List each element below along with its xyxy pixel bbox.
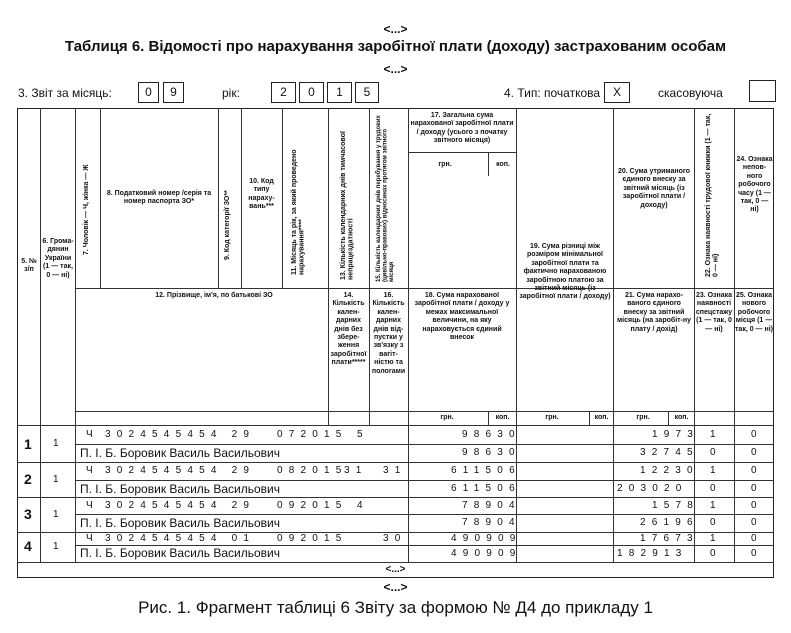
c21-value: 26196 bbox=[640, 517, 699, 528]
header-c19: 19. Сума різниці між розміром мінімальної заробітної плати та фактично нарахованою заробітною платою за звітний місяць (із заробітної плати / доходу) bbox=[519, 243, 611, 301]
c25-value: 0 bbox=[751, 517, 757, 528]
c21-value: 203020 bbox=[617, 483, 688, 494]
full-name: П. І. Б. Боровик Василь Васильович bbox=[80, 446, 281, 460]
kop-label-21: коп. bbox=[674, 414, 689, 421]
header-c25: 25. Ознака нового робочого місця (1 — так, 0 — ні) bbox=[735, 292, 774, 333]
c22-value: 1 bbox=[710, 429, 716, 440]
c17-value: 611506 bbox=[451, 465, 521, 476]
citizen-flag: 1 bbox=[53, 438, 59, 449]
c18-value: 98630 bbox=[462, 447, 521, 458]
tax-id: 3024545454 29 bbox=[105, 429, 256, 440]
sex: Ч bbox=[86, 465, 93, 476]
header-c17-grn: грн. bbox=[438, 161, 452, 168]
c23-value: 0 bbox=[710, 447, 716, 458]
grn-label-19: грн. bbox=[545, 414, 559, 421]
year-digit-2[interactable]: 0 bbox=[299, 82, 324, 103]
kop-label-18: коп. bbox=[495, 414, 510, 421]
grn-label-18: грн. bbox=[440, 414, 454, 421]
type-initial-checkbox[interactable]: X bbox=[604, 82, 630, 103]
header-c8: 8. Податковий номер /серія та номер паспорта ЗО* bbox=[106, 190, 212, 206]
header-c22: 22. Ознака наявності трудової книжки (1 — так, 0 — ні) bbox=[705, 113, 720, 277]
row-number: 2 bbox=[24, 471, 32, 487]
period: 072015 bbox=[277, 429, 348, 440]
year-digit-1[interactable]: 2 bbox=[271, 82, 296, 103]
full-name: П. І. Б. Боровик Василь Васильович bbox=[80, 482, 281, 496]
ellipsis-top: <...> bbox=[383, 22, 408, 36]
tax-id: 3024545454 01 bbox=[105, 533, 256, 544]
citizen-flag: 1 bbox=[53, 509, 59, 520]
header-c18: 18. Сума нарахованої заробітної плати / доходу у межах максимальної величини, на яку нараховується єдиний внесок bbox=[414, 292, 510, 341]
c20-value: 1578 bbox=[652, 500, 700, 511]
year-label: рік: bbox=[222, 86, 240, 100]
c23-value: 0 bbox=[710, 483, 716, 494]
c17-value: 78904 bbox=[462, 500, 521, 511]
c24-value: 0 bbox=[751, 500, 757, 511]
citizen-flag: 1 bbox=[53, 474, 59, 485]
year-digit-4[interactable]: 5 bbox=[355, 82, 379, 103]
type-cancel-label: скасовуюча bbox=[658, 86, 723, 100]
type-label: 4. Тип: початкова bbox=[504, 86, 601, 100]
c20-value: 17673 bbox=[640, 533, 699, 544]
header-c17: 17. Загальна сума нарахованої заробітної плати / доходу (усього з початку звітного місяця) bbox=[410, 112, 514, 145]
header-c16: 16. Кількість кален-дарних днів від-пустки у зв'язку з вагіт-ністю та пологами bbox=[371, 292, 406, 375]
header-c7: 7. Чоловік — Ч, жінка — Ж bbox=[83, 164, 90, 255]
c22-value: 1 bbox=[710, 465, 716, 476]
month-label: 3. Звіт за місяць: bbox=[18, 86, 112, 100]
header-c12: 12. Прізвище, ім'я, по батькові ЗО bbox=[155, 292, 273, 299]
citizen-flag: 1 bbox=[53, 541, 59, 552]
ellipsis-in-table: <...> bbox=[385, 564, 406, 575]
full-name: П. І. Б. Боровик Василь Васильович bbox=[80, 546, 281, 560]
header-c13: 13. Кількість календарних днів тимчасової непрацездатності bbox=[340, 131, 355, 280]
c21-value: 32745 bbox=[640, 447, 699, 458]
sex: Ч bbox=[86, 533, 93, 544]
month-digit-2[interactable]: 9 bbox=[163, 82, 184, 103]
header-c9: 9. Код категорії ЗО** bbox=[224, 190, 231, 260]
year-digit-3[interactable]: 1 bbox=[327, 82, 352, 103]
header-c15: 15. Кількість календарних днів перебування у трудових (цивільно-правових) відносинах протягом звітного місяця bbox=[376, 115, 396, 282]
c23-value: 0 bbox=[710, 548, 716, 559]
header-c20: 20. Сума утриманого єдиного внеску за звітний місяць (із заробітної плати / доходу) bbox=[617, 168, 691, 209]
c20-value: 1973 bbox=[652, 429, 700, 440]
c21-value: 182913 bbox=[617, 548, 688, 559]
c25-value: 0 bbox=[751, 447, 757, 458]
c15-value: 31 bbox=[383, 465, 407, 476]
sex: Ч bbox=[86, 500, 93, 511]
ellipsis-under-title: <...> bbox=[383, 62, 408, 76]
header-c21: 21. Сума нарахо-ваного єдиного внеску за звітний місяць (на заробіт-ну плату / дохід) bbox=[616, 292, 692, 333]
c13-value: 4 bbox=[357, 500, 363, 511]
c25-value: 0 bbox=[751, 483, 757, 494]
row-number: 1 bbox=[24, 436, 32, 452]
period: 082015 bbox=[277, 465, 348, 476]
grn-label-21: грн. bbox=[636, 414, 650, 421]
c17-value: 98630 bbox=[462, 429, 521, 440]
type-cancel-checkbox[interactable] bbox=[749, 80, 776, 102]
month-digit-1[interactable]: 0 bbox=[138, 82, 159, 103]
header-c17-kop: коп. bbox=[496, 161, 510, 168]
c23-value: 0 bbox=[710, 517, 716, 528]
tax-id: 3024545454 29 bbox=[105, 500, 256, 511]
table-title: Таблиця 6. Відомості про нарахування заробітної плати (доходу) застрахованим особам bbox=[64, 38, 727, 55]
row-number: 4 bbox=[24, 538, 32, 554]
c18-value: 611506 bbox=[451, 483, 521, 494]
c24-value: 0 bbox=[751, 429, 757, 440]
c22-value: 1 bbox=[710, 533, 716, 544]
c25-value: 0 bbox=[751, 548, 757, 559]
figure-caption: Рис. 1. Фрагмент таблиці 6 Звіту за формою № Д4 до прикладу 1 bbox=[138, 598, 653, 617]
header-c10: 10. Код типу нараху-вань*** bbox=[248, 178, 275, 211]
header-c14: 14. Кількість кален-дарних днів без збере-ження заробітної плати***** bbox=[330, 292, 367, 367]
c24-value: 0 bbox=[751, 465, 757, 476]
header-c6: 6. Грома-дянин України (1 — так, 0 — ні) bbox=[42, 238, 74, 279]
c20-value: 12230 bbox=[640, 465, 699, 476]
tax-id: 3024545454 29 bbox=[105, 465, 256, 476]
c24-value: 0 bbox=[751, 533, 757, 544]
c18-value: 78904 bbox=[462, 517, 521, 528]
kop-label-19: коп. bbox=[594, 414, 609, 421]
c18-value: 490909 bbox=[451, 548, 522, 559]
header-c23: 23. Ознака наявності спецстажу (1 — так, 0 — ні) bbox=[695, 292, 733, 333]
c22-value: 1 bbox=[710, 500, 716, 511]
c13-value: 31 bbox=[344, 465, 368, 476]
header-c5: 5. № з/п bbox=[21, 258, 37, 274]
ellipsis-bottom: <...> bbox=[383, 580, 408, 594]
period: 092015 bbox=[277, 533, 348, 544]
c15-value: 30 bbox=[383, 533, 407, 544]
period: 092015 bbox=[277, 500, 348, 511]
c13-value: 5 bbox=[357, 429, 363, 440]
row-number: 3 bbox=[24, 506, 32, 522]
header-c24: 24. Ознака непов-ного робочого часу (1 — так, 0 — ні) bbox=[736, 156, 773, 214]
header-c11: 11. Місяць та рік, за який проведено нарахування**** bbox=[291, 149, 306, 275]
c17-value: 490909 bbox=[451, 533, 522, 544]
sex: Ч bbox=[86, 429, 93, 440]
full-name: П. І. Б. Боровик Василь Васильович bbox=[80, 516, 281, 530]
